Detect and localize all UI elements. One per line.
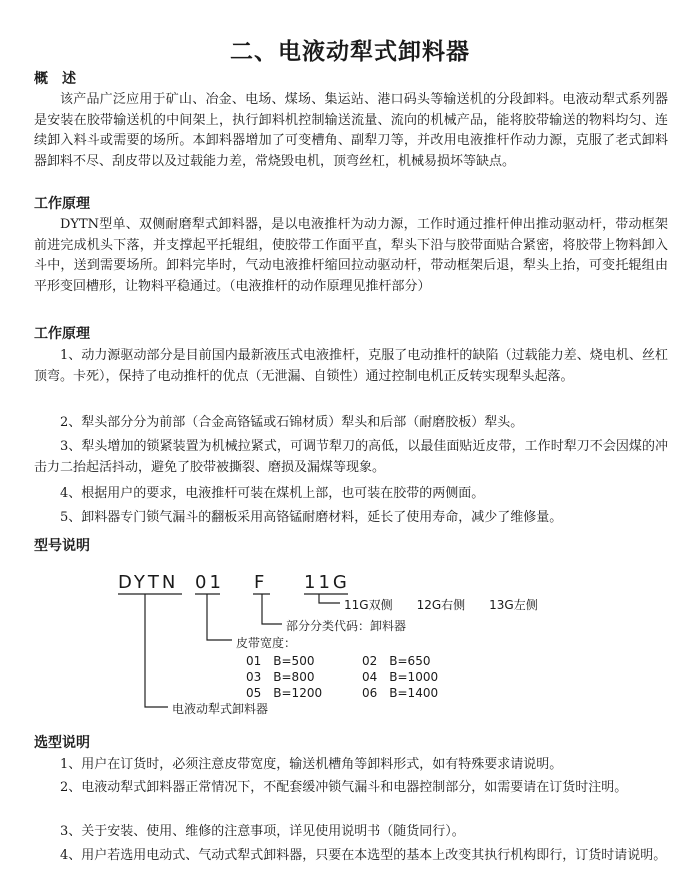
feature-item-3: 3、犁头增加的锁紧装置为机械拉紧式，可调节犁刀的高低，以最佳面贴近皮带，工作时犁刀不会因煤的冲击力二抬起活抖动，避免了胶带被撕裂、磨损及漏煤等现象。: [34, 439, 668, 475]
overview-paragraph: 该产品广泛应用于矿山、冶金、电场、煤场、集运站、港口码头等输送机的分段卸料。电液动犁式系列器是安装在胶带输送机的中间架上，执行卸料机控制输送流量、流向的机械产品，能将胶带输送的物料均匀、连续卸入料斗或需要的场所。本卸料器增加了可变槽角、副犁刀等，并改用电液推杆作动力源，克服了老式卸料器卸料不尽、刮皮带以及过载能力差，常烧毁电机，顶弯丝杠，机械易损坏等缺点。: [34, 92, 668, 169]
principle-paragraph: DYTN型单、双侧耐磨犁式卸料器，是以电液推杆为动力源，工作时通过推杆伸出推动驱动杆，带动框架前进完成机头下落，并支撑起平托辊组，使胶带工作面平直，犁头下沿与胶带面贴合紧密，将胶带上物料卸入斗中，送到需要场所。卸料完毕时，气动电液推杆缩回拉动驱动杆，带动框架后退，犁头上抬，可变托辊组由平形变回槽形，让物料平稳通过。（电液推杆的动作原理见推杆部分）: [34, 217, 668, 294]
belt-width-option: 05 B=1200: [246, 686, 323, 700]
feature-item-1: 1、动力源驱动部分是目前国内最新液压式电液推杆，克服了电动推杆的缺陷（过载能力差、烧电机、丝杠顶弯。卡死），保持了电动推杆的优点（无泄漏、自锁性）通过控制电机正反转实现犁头起落。: [34, 348, 668, 384]
overview-heading: 概 述: [34, 71, 76, 87]
side-type-label: 11G双侧 12G右侧 13G左侧: [344, 598, 538, 612]
belt-width-option: 01 B=500: [246, 654, 315, 668]
belt-width-option: 04 B=1000: [362, 670, 439, 684]
feature-item-2: 2、犁头部分分为前部（合金高铬锰或石锦材质）犁头和后部（耐磨胶板）犁头。: [60, 415, 524, 430]
code-connector-lines: [0, 560, 700, 720]
feature-item-5: 5、卸料器专门锁气漏斗的翻板采用高铬锰耐磨材料，延长了使用寿命，减少了维修量。: [60, 510, 563, 525]
selection-item-4: 4、用户若选用电动式、气动式犁式卸料器，只要在本选型的基本上改变其执行机构即行，订货时请说明。: [60, 848, 667, 863]
code-part-side: 11G: [304, 572, 350, 593]
model-heading: 型号说明: [34, 538, 90, 554]
selection-item-1: 1、用户在订货时，必须注意皮带宽度，输送机槽角等卸料形式，如有特殊要求请说明。: [60, 757, 563, 772]
code-part-width: 01: [195, 572, 224, 593]
model-code-diagram: [0, 560, 700, 720]
principle-heading: 工作原理: [34, 196, 90, 212]
selection-heading: 选型说明: [34, 735, 90, 751]
belt-width-title: 皮带宽度：: [236, 636, 297, 650]
product-name-label: 电液动犁式卸料器: [172, 702, 269, 716]
code-part-series: DYTN: [118, 572, 179, 593]
belt-width-option: 02 B=650: [362, 654, 431, 668]
code-part-category: F: [254, 572, 268, 593]
selection-item-2: 2、电液动犁式卸料器正常情况下，不配套缓冲锁气漏斗和电器控制部分，如需要请在订货时注明。: [60, 780, 628, 795]
belt-width-option: 06 B=1400: [362, 686, 439, 700]
selection-item-3: 3、关于安装、使用、维修的注意事项，详见使用说明书（随货同行）。: [60, 824, 465, 839]
belt-width-option: 03 B=800: [246, 670, 315, 684]
feature-item-4: 4、根据用户的要求，电液推杆可装在煤机上部，也可装在胶带的两侧面。: [60, 486, 485, 501]
page-title: 二、电液动犁式卸料器: [230, 39, 470, 65]
category-code-label: 部分分类代码：卸料器: [286, 619, 407, 633]
features-heading: 工作原理: [34, 326, 90, 342]
